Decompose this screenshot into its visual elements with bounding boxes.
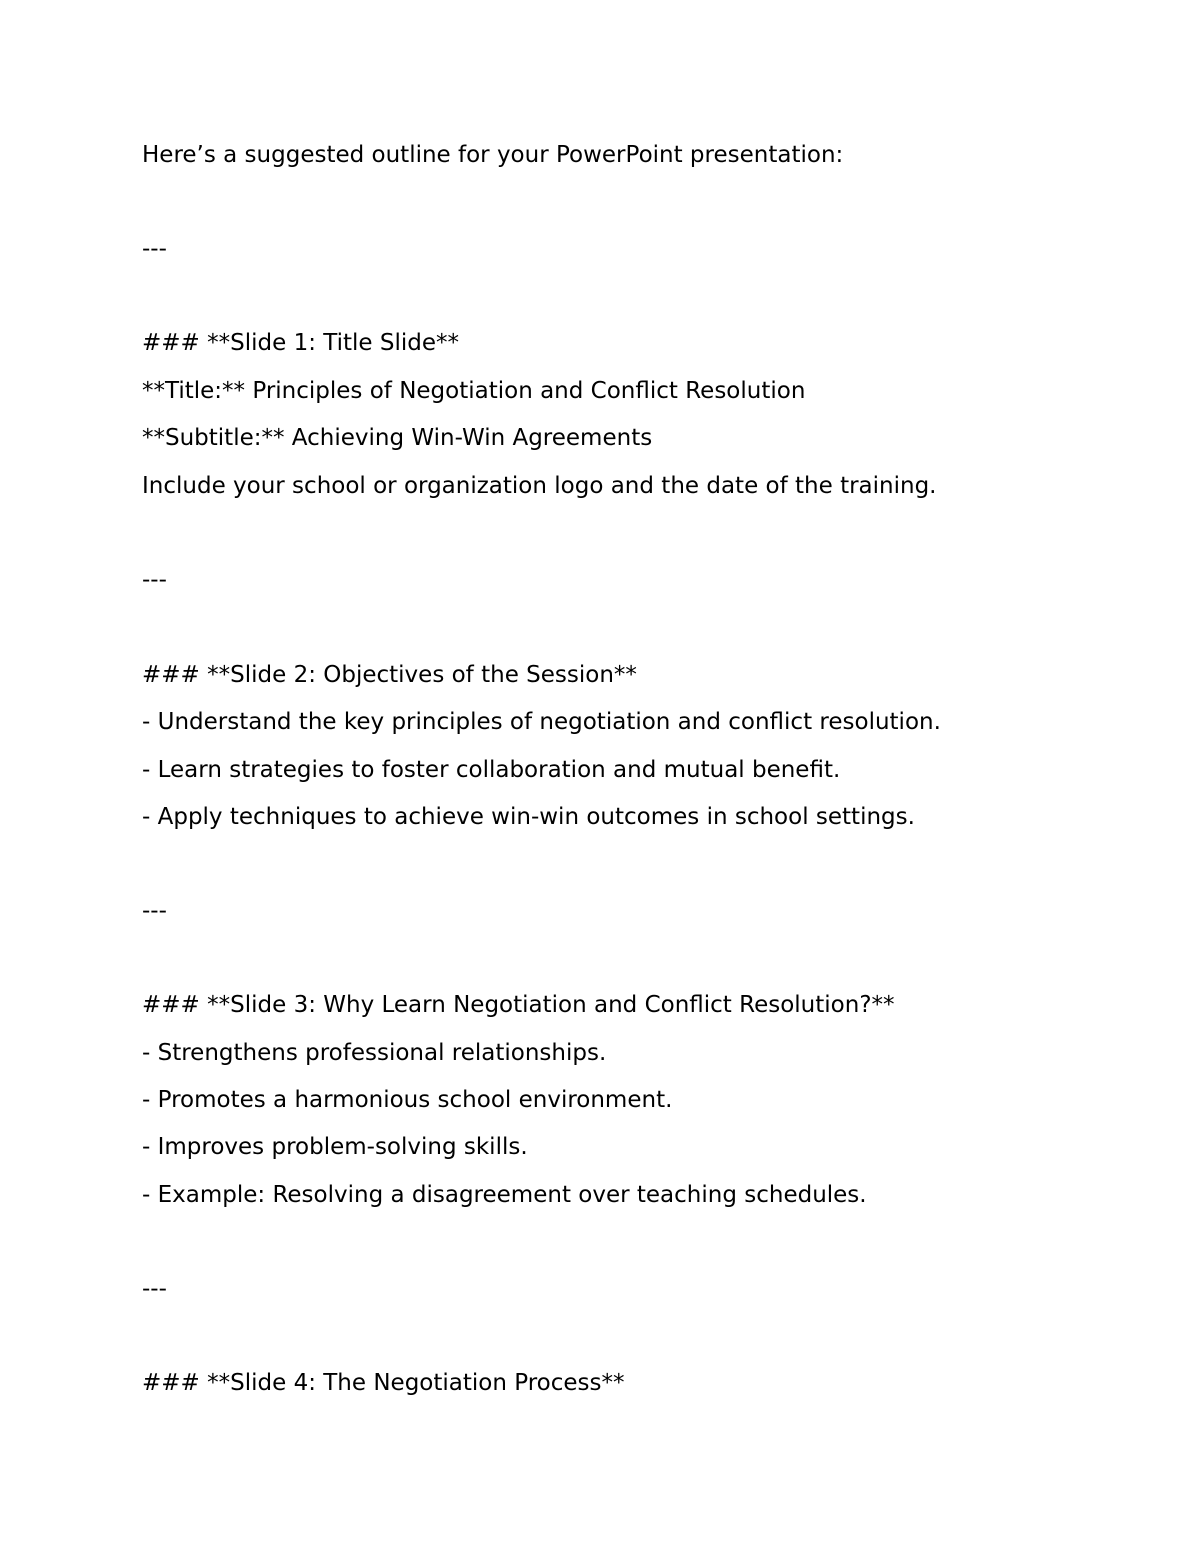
slide3-bullet-4: - Example: Resolving a disagreement over teaching schedules. [142,1182,867,1208]
slide3-bullet-2: - Promotes a harmonious school environment. [142,1087,673,1113]
slide3-bullet-1: - Strengthens professional relationships. [142,1040,607,1066]
slide3-bullet-3: - Improves problem-solving skills. [142,1134,528,1160]
slide1-note: Include your school or organization logo and the date of the training. [142,473,937,499]
separator-1: --- [142,236,167,262]
separator-4: --- [142,1276,167,1302]
separator-3: --- [142,898,167,924]
slide2-bullet-2: - Learn strategies to foster collaboration and mutual benefit. [142,757,841,783]
slide2-bullet-3: - Apply techniques to achieve win-win outcomes in school settings. [142,804,915,830]
slide2-bullet-1: - Understand the key principles of negotiation and conflict resolution. [142,709,941,735]
slide1-title: **Title:** Principles of Negotiation and Conflict Resolution [142,378,806,404]
intro-text: Here’s a suggested outline for your PowerPoint presentation: [142,142,844,168]
slide2-heading: ### **Slide 2: Objectives of the Session** [142,662,637,688]
separator-2: --- [142,567,167,593]
slide1-heading: ### **Slide 1: Title Slide** [142,330,459,356]
slide3-heading: ### **Slide 3: Why Learn Negotiation and Conflict Resolution?** [142,992,895,1018]
slide1-subtitle: **Subtitle:** Achieving Win-Win Agreements [142,425,653,451]
slide4-heading: ### **Slide 4: The Negotiation Process** [142,1370,625,1396]
